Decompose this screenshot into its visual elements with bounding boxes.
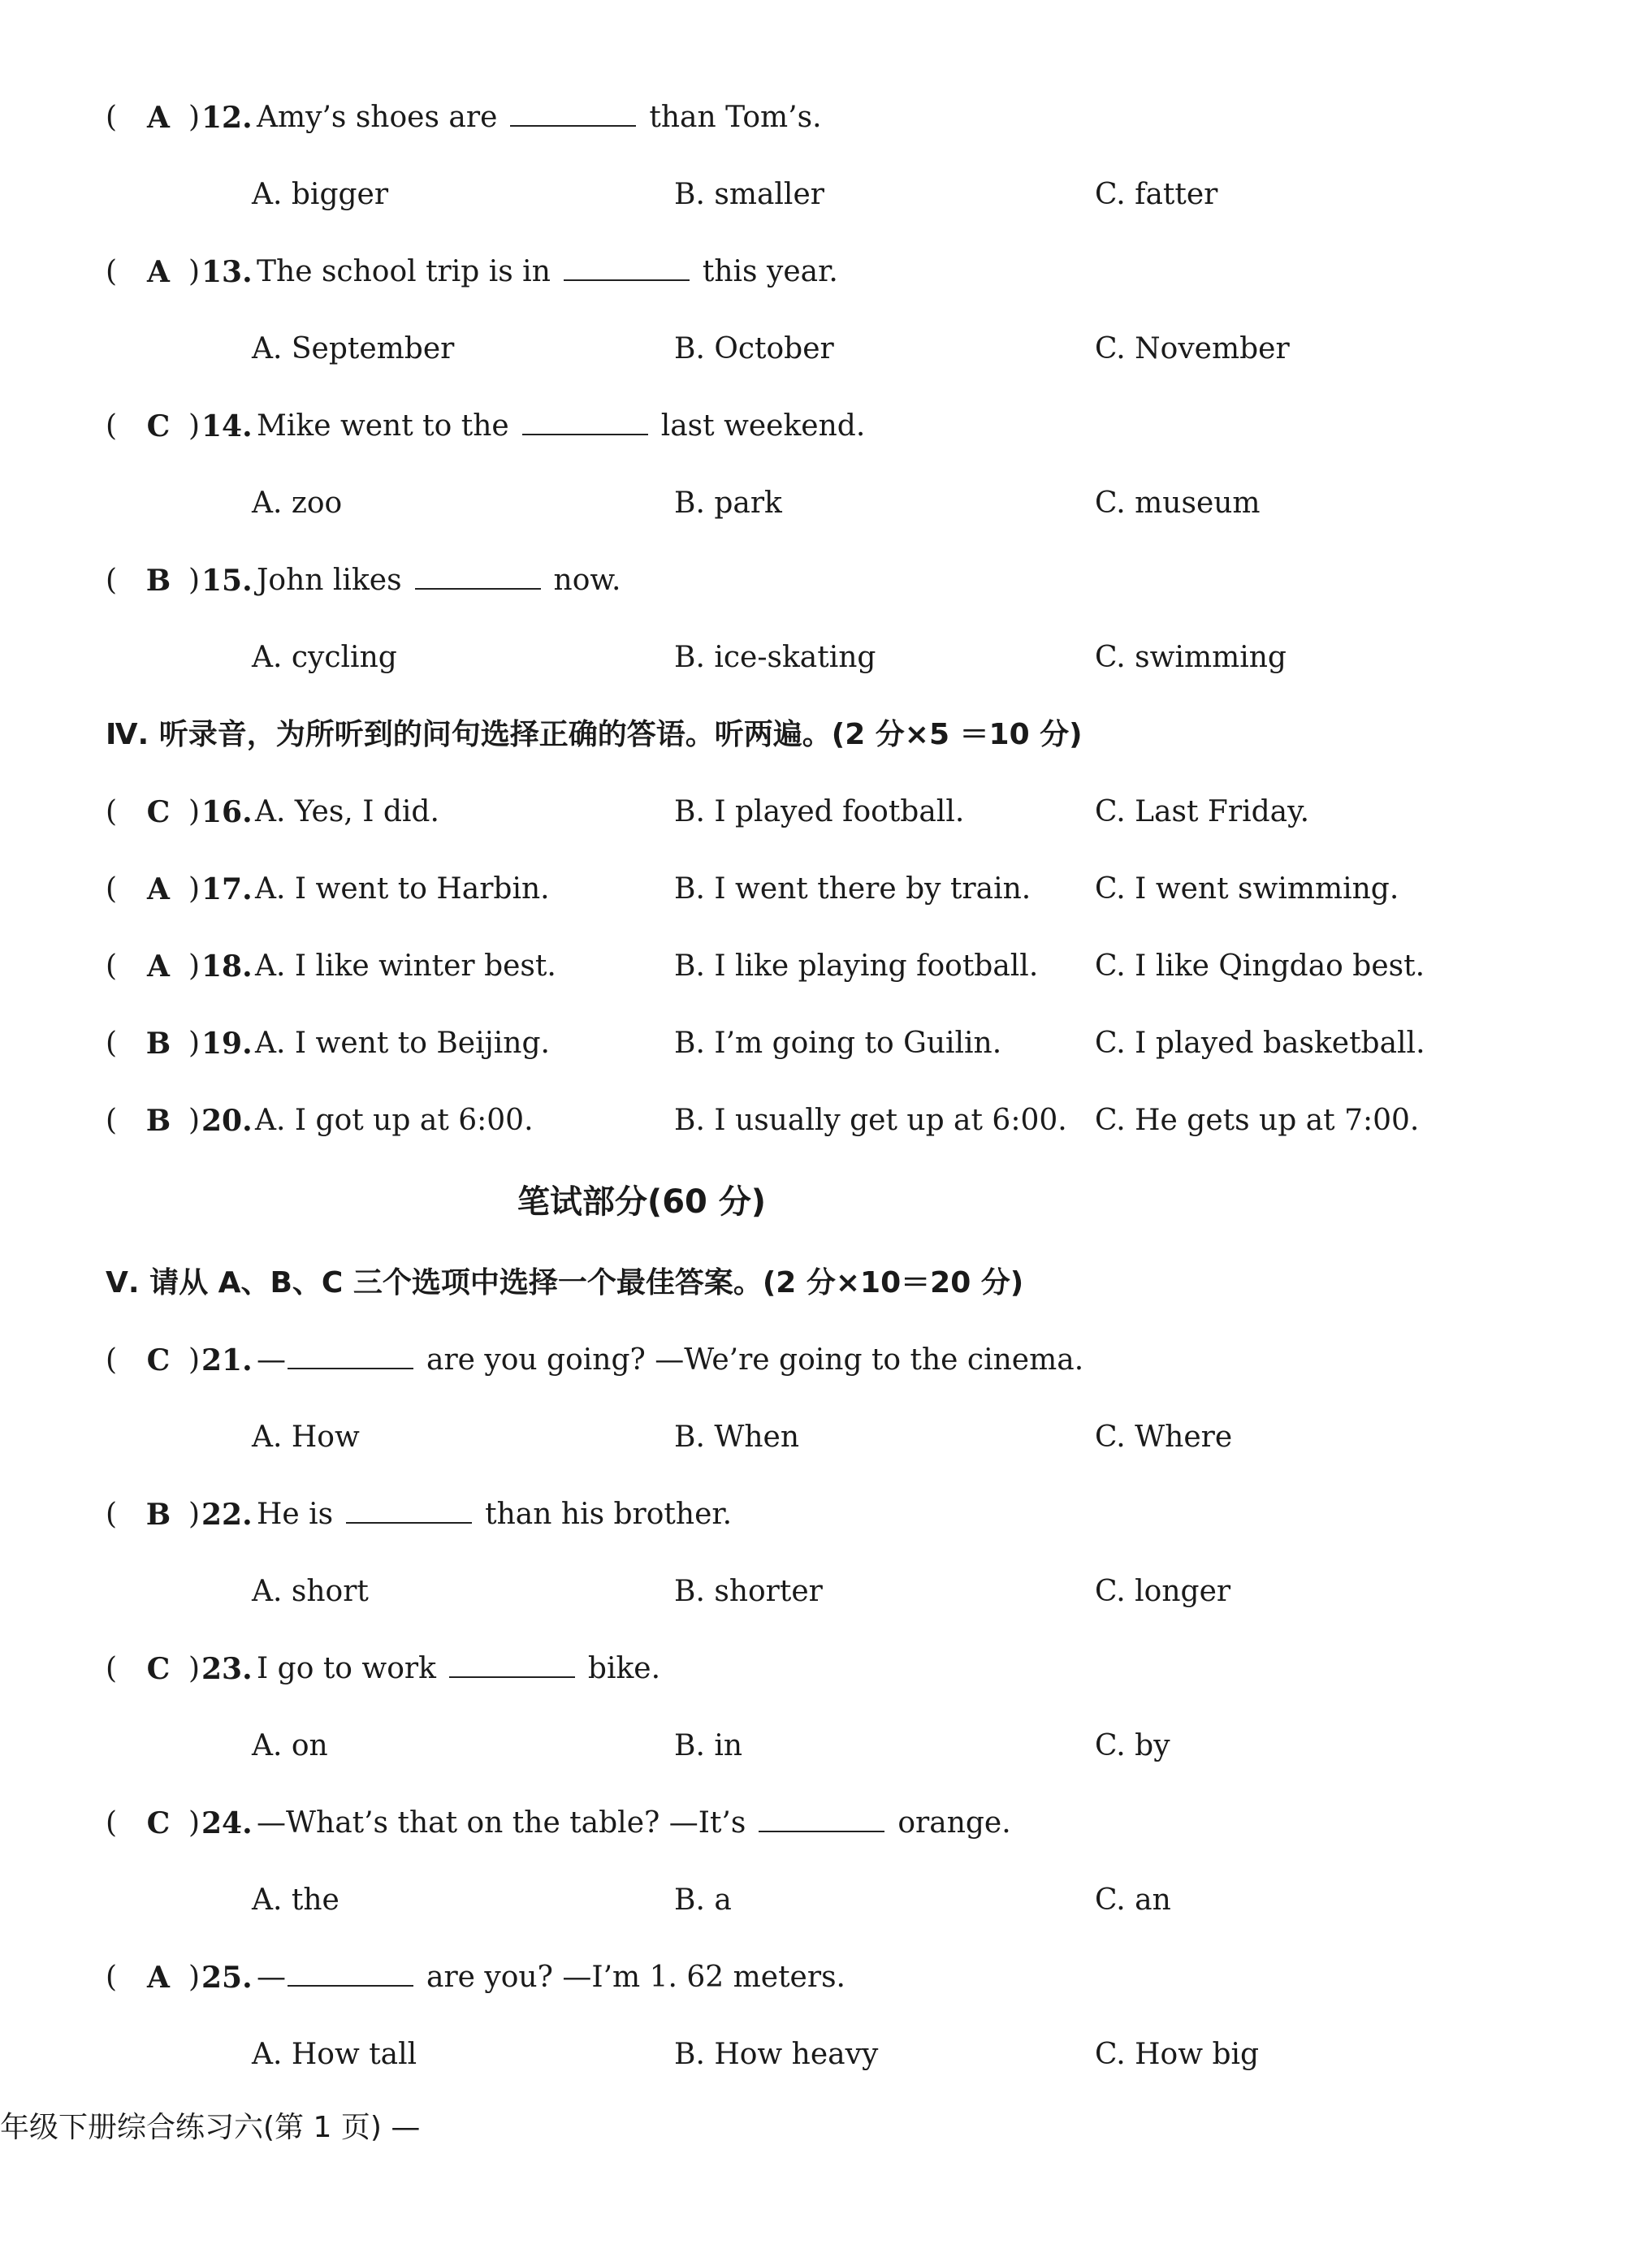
question-number: 17. — [201, 872, 253, 906]
option-b: B. smaller — [674, 178, 824, 211]
option-a: A. Yes, I did. — [255, 795, 439, 828]
footer-text: 年级下册综合练习六(第 1 页) — — [0, 2111, 421, 2144]
option-c: C. I went swimming. — [1095, 872, 1399, 906]
close-paren: ) — [188, 1961, 201, 1994]
question-number: 25. — [201, 1961, 253, 1995]
answer-mark: C — [146, 1652, 171, 1686]
close-paren: ) — [188, 1498, 201, 1531]
option-a: A. I like winter best. — [255, 949, 556, 983]
open-paren: ( — [106, 1652, 118, 1685]
options-23 — [0, 1722, 1652, 1771]
question-text: I go to work bike. — [257, 1645, 660, 1693]
close-paren: ) — [188, 949, 201, 983]
question-21 — [0, 1336, 1652, 1385]
question-text: He is than his brother. — [257, 1490, 732, 1539]
option-c: C. How big — [1095, 2038, 1260, 2071]
question-19 — [0, 1019, 1652, 1068]
question-20 — [0, 1096, 1652, 1145]
question-17 — [0, 865, 1652, 914]
question-number: 24. — [201, 1806, 253, 1840]
answer-mark: A — [147, 1961, 170, 1995]
close-paren: ) — [188, 1806, 201, 1840]
question-15 — [0, 556, 1652, 605]
open-paren: ( — [106, 1343, 118, 1377]
option-b: B. park — [674, 486, 782, 520]
options-15 — [0, 634, 1652, 682]
answer-blank — [288, 1338, 413, 1369]
close-paren: ) — [188, 564, 201, 597]
option-b: B. I like playing football. — [674, 949, 1039, 983]
answer-mark: B — [145, 1027, 171, 1061]
close-paren: ) — [188, 1104, 201, 1137]
open-paren: ( — [106, 949, 118, 983]
question-text: John likes now. — [257, 556, 621, 605]
option-c: C. I like Qingdao best. — [1095, 949, 1425, 983]
question-text: The school trip is in this year. — [257, 248, 838, 296]
page-footer — [0, 2104, 1652, 2152]
answer-mark: C — [146, 1343, 171, 1377]
option-a: A. I went to Beijing. — [255, 1027, 550, 1060]
option-b: B. How heavy — [674, 2038, 879, 2071]
question-text: Mike went to the last weekend. — [257, 402, 865, 451]
answer-mark: B — [145, 1104, 171, 1138]
option-b: B. I usually get up at 6:00. — [674, 1104, 1067, 1137]
close-paren: ) — [188, 872, 201, 906]
options-21 — [0, 1413, 1652, 1462]
option-c: C. Last Friday. — [1095, 795, 1310, 828]
question-number: 15. — [201, 564, 253, 598]
answer-blank — [522, 404, 648, 435]
question-22 — [0, 1490, 1652, 1539]
option-a: A. I went to Harbin. — [255, 872, 550, 906]
option-a: A. cycling — [252, 641, 397, 674]
option-c: C. by — [1095, 1729, 1170, 1762]
question-14 — [0, 402, 1652, 451]
open-paren: ( — [106, 101, 118, 134]
options-25 — [0, 2030, 1652, 2079]
option-c: C. Where — [1095, 1421, 1233, 1454]
answer-mark: B — [145, 1498, 171, 1532]
answer-mark: A — [147, 872, 170, 906]
close-paren: ) — [188, 795, 201, 828]
options-12 — [0, 171, 1652, 219]
section-title: Ⅳ. 听录音，为所听到的问句选择正确的答语。听两遍。(2 分×5 ＝10 分) — [106, 718, 1083, 751]
option-a: A. September — [252, 332, 455, 365]
answer-mark: A — [147, 101, 170, 135]
answer-blank — [415, 559, 541, 590]
question-13 — [0, 248, 1652, 296]
options-22 — [0, 1568, 1652, 1616]
answer-blank — [449, 1647, 575, 1678]
option-c: C. fatter — [1095, 178, 1218, 211]
answer-blank — [288, 1956, 413, 1987]
option-a: A. short — [252, 1575, 369, 1608]
option-a: A. zoo — [252, 486, 343, 520]
question-16 — [0, 788, 1652, 837]
answer-mark: A — [147, 255, 170, 289]
answer-mark: C — [146, 409, 171, 443]
option-b: B. shorter — [674, 1575, 823, 1608]
question-12 — [0, 93, 1652, 142]
answer-blank — [510, 96, 636, 127]
option-c: C. He gets up at 7:00. — [1095, 1104, 1420, 1137]
question-number: 13. — [201, 255, 253, 289]
option-b: B. ice-skating — [674, 641, 876, 674]
question-number: 19. — [201, 1027, 253, 1061]
question-number: 16. — [201, 795, 253, 829]
option-a: A. I got up at 6:00. — [255, 1104, 534, 1137]
option-c: C. swimming — [1095, 641, 1287, 674]
close-paren: ) — [188, 1343, 201, 1377]
question-24 — [0, 1799, 1652, 1848]
option-a: A. How tall — [252, 2038, 417, 2071]
open-paren: ( — [106, 795, 118, 828]
written-part-title: 笔试部分(60 分) — [517, 1183, 767, 1221]
close-paren: ) — [188, 409, 201, 443]
option-b: B. I went there by train. — [674, 872, 1031, 906]
open-paren: ( — [106, 255, 118, 288]
question-25 — [0, 1953, 1652, 2002]
option-b: B. in — [674, 1729, 743, 1762]
option-a: A. the — [252, 1883, 339, 1917]
option-b: B. I played football. — [674, 795, 965, 828]
option-b: B. When — [674, 1421, 800, 1454]
answer-mark: A — [147, 949, 170, 984]
question-number: 23. — [201, 1652, 253, 1686]
answer-blank — [564, 250, 690, 281]
close-paren: ) — [188, 101, 201, 134]
question-text: Amy’s shoes are than Tom’s. — [257, 93, 822, 142]
question-number: 12. — [201, 101, 253, 135]
option-c: C. longer — [1095, 1575, 1231, 1608]
question-number: 20. — [201, 1104, 253, 1138]
section-title: Ⅴ. 请从 A、B、C 三个选项中选择一个最佳答案。(2 分×10＝20 分) — [106, 1266, 1024, 1299]
question-text: — are you? —I’m 1. 62 meters. — [257, 1953, 845, 2002]
open-paren: ( — [106, 564, 118, 597]
answer-blank — [759, 1801, 884, 1832]
options-14 — [0, 479, 1652, 528]
close-paren: ) — [188, 1027, 201, 1060]
answer-blank — [346, 1493, 472, 1524]
question-text: —What’s that on the table? —It’s orange. — [257, 1799, 1011, 1848]
question-18 — [0, 942, 1652, 991]
answer-mark: C — [146, 795, 171, 829]
open-paren: ( — [106, 1104, 118, 1137]
open-paren: ( — [106, 872, 118, 906]
question-number: 22. — [201, 1498, 253, 1532]
section-5-header — [0, 1259, 1652, 1308]
option-b: B. I’m going to Guilin. — [674, 1027, 1002, 1060]
close-paren: ) — [188, 255, 201, 288]
option-b: B. a — [674, 1883, 732, 1917]
question-number: 14. — [201, 409, 253, 443]
answer-mark: B — [145, 564, 171, 598]
option-a: A. How — [252, 1421, 360, 1454]
option-c: C. an — [1095, 1883, 1171, 1917]
option-a: A. bigger — [252, 178, 389, 211]
option-c: C. November — [1095, 332, 1290, 365]
section-4-header — [0, 711, 1652, 759]
open-paren: ( — [106, 1498, 118, 1531]
option-c: C. museum — [1095, 486, 1261, 520]
option-c: C. I played basketball. — [1095, 1027, 1425, 1060]
question-text: — are you going? —We’re going to the cinema. — [257, 1336, 1083, 1385]
answer-mark: C — [146, 1806, 171, 1840]
open-paren: ( — [106, 409, 118, 443]
written-part-header — [0, 1178, 1652, 1226]
question-number: 21. — [201, 1343, 253, 1377]
close-paren: ) — [188, 1652, 201, 1685]
open-paren: ( — [106, 1961, 118, 1994]
question-23 — [0, 1645, 1652, 1693]
option-b: B. October — [674, 332, 834, 365]
question-number: 18. — [201, 949, 253, 984]
option-a: A. on — [252, 1729, 328, 1762]
open-paren: ( — [106, 1806, 118, 1840]
options-24 — [0, 1876, 1652, 1925]
options-13 — [0, 325, 1652, 374]
open-paren: ( — [106, 1027, 118, 1060]
